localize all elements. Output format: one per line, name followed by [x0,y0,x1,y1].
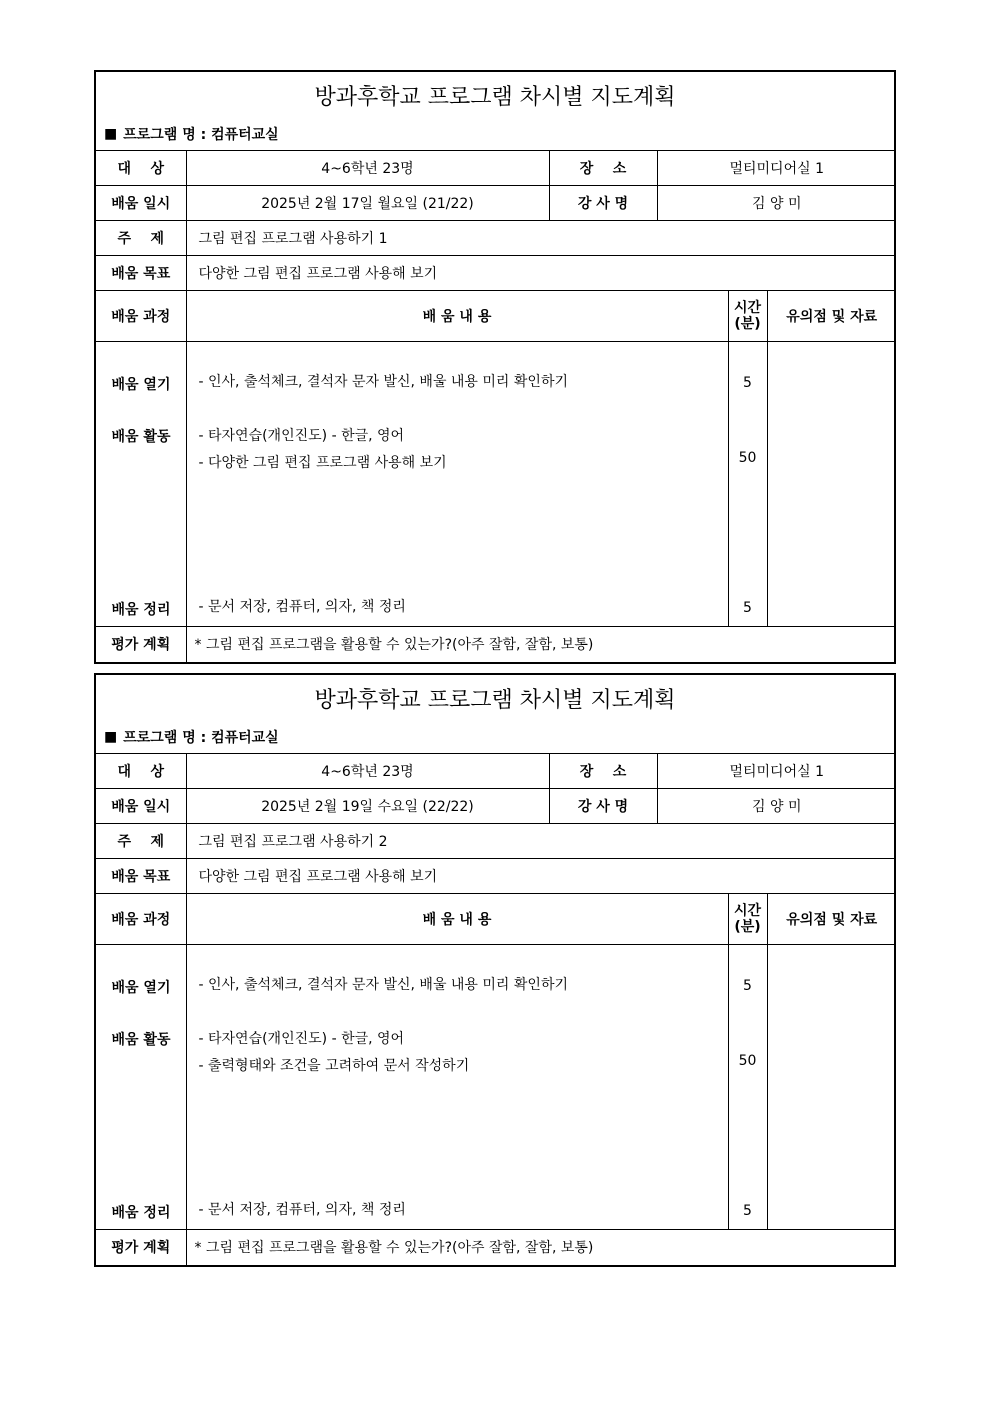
content-activity-line-1: - 타자연습(개인진도) - 한글, 영어 [198,428,405,444]
eval-label: 평가 계획 [96,627,186,662]
date-label: 배움 일시 [96,789,186,824]
process-header: 배움 과정 [96,291,186,342]
content-header: 배 움 내 용 [186,894,728,945]
target-label: 대 상 [96,754,186,789]
time-header-line1: 시간 [733,903,762,919]
date-label: 배움 일시 [96,186,186,221]
content-close-line: - 문서 저장, 컴퓨터, 의자, 책 정리 [198,1202,406,1218]
content-column [186,342,728,627]
goal-label: 배움 목표 [96,256,186,291]
body-row [96,945,896,1230]
notes-column [767,342,896,627]
target-label: 대 상 [96,151,186,186]
date-value: 2025년 2월 17일 월요일 (21/22) [186,186,549,221]
place-value: 멀티미디어실 1 [657,151,896,186]
topic-value: 그림 편집 프로그램 사용하기 2 [186,824,896,859]
time-activity: 50 [738,1053,757,1069]
plan-title: 방과후학교 프로그램 차시별 지도계획 [314,84,676,110]
eval-row [96,627,896,662]
content-activity-line-2: - 출력형태와 조건을 고려하여 문서 작성하기 [198,1058,470,1074]
notes-header: 유의점 및 자료 [767,894,896,945]
eval-label: 평가 계획 [96,1230,186,1265]
program-name-row [96,721,894,753]
program-name-row [96,118,894,150]
target-value: 4~6학년 23명 [186,151,549,186]
time-column [728,945,767,1230]
time-open: 5 [743,978,752,994]
teacher-value: 김 양 미 [657,789,896,824]
teacher-value: 김 양 미 [657,186,896,221]
black-square-icon: ■ [104,126,118,142]
eval-row [96,1230,896,1265]
program-name: 프로그램 명 : 컴퓨터교실 [123,127,279,143]
plan-table [96,753,896,1265]
topic-label: 주 제 [96,221,186,256]
goal-row [96,256,896,291]
process-header: 배움 과정 [96,894,186,945]
lesson-plan [94,70,896,664]
time-column [728,342,767,627]
target-value: 4~6학년 23명 [186,754,549,789]
date-row [96,186,896,221]
content-column [186,945,728,1230]
content-close-line: - 문서 저장, 컴퓨터, 의자, 책 정리 [198,599,406,615]
body-row [96,342,896,627]
content-activity-line-1: - 타자연습(개인진도) - 한글, 영어 [198,1031,405,1047]
date-value: 2025년 2월 19일 수요일 (22/22) [186,789,549,824]
content-activity-line-2: - 다양한 그림 편집 프로그램 사용해 보기 [198,455,447,471]
content-open-line: - 인사, 출석체크, 결석자 문자 발신, 배울 내용 미리 확인하기 [198,374,569,390]
date-row [96,789,896,824]
time-header [728,894,767,945]
stage-close: 배움 정리 [111,1205,171,1221]
stage-column [96,342,186,627]
teacher-label: 강 사 명 [549,789,657,824]
place-value: 멀티미디어실 1 [657,754,896,789]
notes-column [767,945,896,1230]
header-row [96,894,896,945]
goal-row [96,859,896,894]
topic-label: 주 제 [96,824,186,859]
stage-column [96,945,186,1230]
content-open-line: - 인사, 출석체크, 결석자 문자 발신, 배울 내용 미리 확인하기 [198,977,569,993]
stage-activity: 배움 활동 [111,1032,171,1048]
header-row [96,291,896,342]
stage-close: 배움 정리 [111,602,171,618]
program-name: 프로그램 명 : 컴퓨터교실 [123,730,279,746]
notes-header: 유의점 및 자료 [767,291,896,342]
content-header: 배 움 내 용 [186,291,728,342]
teacher-label: 강 사 명 [549,186,657,221]
time-header-line1: 시간 [733,300,762,316]
stage-activity: 배움 활동 [111,429,171,445]
target-row [96,754,896,789]
goal-value: 다양한 그림 편집 프로그램 사용해 보기 [186,256,896,291]
lesson-plan [94,673,896,1267]
plan-title: 방과후학교 프로그램 차시별 지도계획 [314,687,676,713]
target-row [96,151,896,186]
place-label: 장 소 [549,151,657,186]
place-label: 장 소 [549,754,657,789]
time-header [728,291,767,342]
time-header-line2: (분) [734,919,761,935]
black-square-icon: ■ [104,729,118,745]
eval-value: * 그림 편집 프로그램을 활용할 수 있는가?(아주 잘함, 잘함, 보통) [186,627,896,662]
goal-label: 배움 목표 [96,859,186,894]
eval-value: * 그림 편집 프로그램을 활용할 수 있는가?(아주 잘함, 잘함, 보통) [186,1230,896,1265]
time-activity: 50 [738,450,757,466]
stage-open: 배움 열기 [111,377,171,393]
goal-value: 다양한 그림 편집 프로그램 사용해 보기 [186,859,896,894]
topic-row [96,824,896,859]
topic-row [96,221,896,256]
stage-open: 배움 열기 [111,980,171,996]
time-close: 5 [743,600,752,616]
time-header-line2: (분) [734,316,761,332]
time-close: 5 [743,1203,752,1219]
plan-table [96,150,896,662]
topic-value: 그림 편집 프로그램 사용하기 1 [186,221,896,256]
time-open: 5 [743,375,752,391]
